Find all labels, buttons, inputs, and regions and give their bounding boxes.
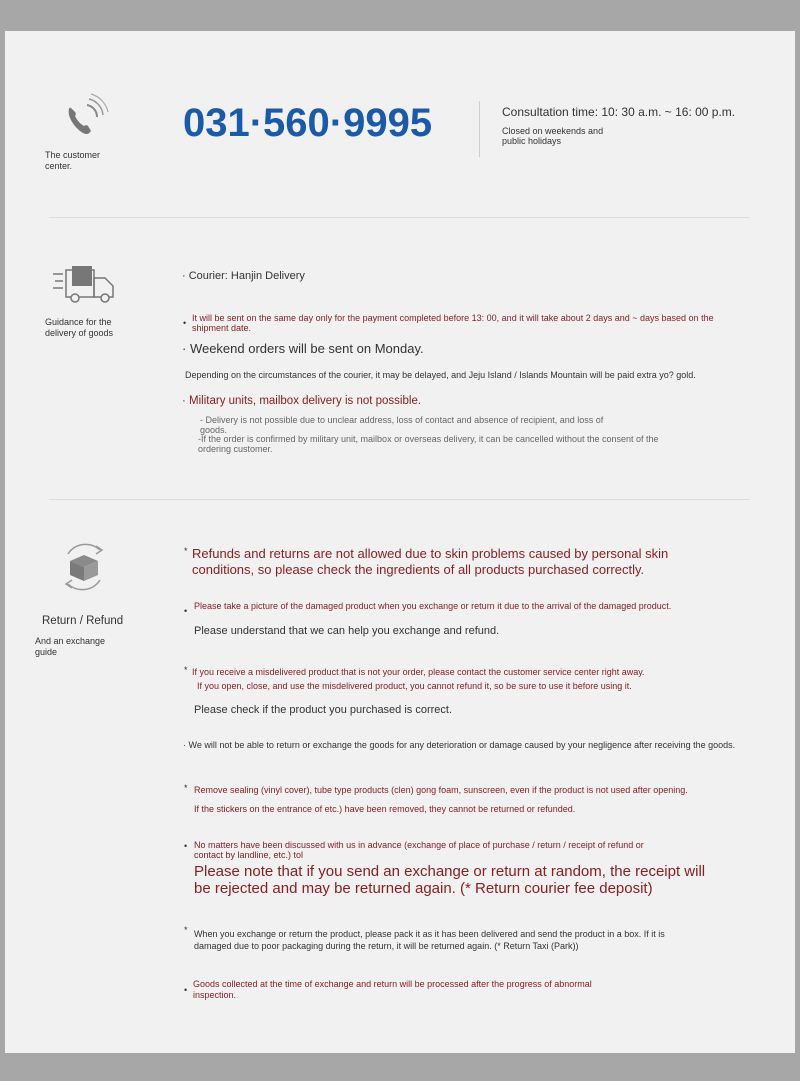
bullet: • [183, 318, 187, 328]
star-mark: * [184, 783, 188, 793]
bullet: • [184, 985, 188, 995]
section-divider [49, 499, 750, 500]
return-item-8: Goods collected at the time of exchange and return will be processed after the progress of abnormal inspection. [193, 979, 592, 1000]
return-label: Return / Refund [42, 615, 124, 627]
phone-icon [61, 93, 111, 141]
info-page [5, 31, 795, 1053]
return-item-5b: If the stickers on the entrance of etc.) have been removed, they cannot be returned or refunded. [194, 804, 576, 814]
divider [479, 101, 480, 157]
phone-number: 031·560·9995 [183, 101, 433, 145]
star-mark: * [184, 546, 188, 556]
consultation-time: Consultation time: 10: 30 a.m. ~ 16: 00 p.m. [502, 105, 736, 119]
return-item-3c: Please check if the product you purchased is correct. [194, 704, 453, 716]
closed-note: Closed on weekends and public holidays [502, 126, 604, 146]
return-item-2a: Please take a picture of the damaged product when you exchange or return it due to the arrival of the damaged product. [194, 601, 672, 611]
return-sublabel: And an exchange guide [35, 636, 106, 657]
courier-line: · Courier: Hanjin Delivery [182, 270, 305, 282]
return-item-6a: No matters have been discussed with us in advance (exchange of place of purchase / return / receipt of refund or contact by landline, etc.) tol [194, 840, 644, 860]
bullet: • [184, 606, 188, 616]
delivery-note-1: - Delivery is not possible due to unclear address, loss of contact and absence of recipient, and loss of goods. [200, 415, 604, 435]
delivery-label: Guidance for the delivery of goods [45, 317, 114, 338]
return-item-6b: Please note that if you send an exchange or return at random, the receipt will be rejected and may be returned again. (* Return courier fee deposit) [194, 863, 706, 897]
weekend-note: · Weekend orders will be sent on Monday. [182, 341, 424, 356]
return-item-3a: If you receive a misdelivered product that is not your order, please contact the customer service center right away. [192, 667, 645, 677]
same-day-note: It will be sent on the same day only for the payment completed before 13: 00, and it will take about 2 days and ~ days based on the shipment date. [192, 313, 714, 333]
return-item-5a: Remove sealing (vinyl cover), tube type products (clen) gong foam, sunscreen, even if the product is not used after opening. [194, 785, 688, 795]
return-item-3b: If you open, close, and use the misdelivered product, you cannot refund it, so be sure to use it before using it. [197, 681, 632, 691]
bullet: • [184, 841, 188, 851]
return-item-4: · We will not be able to return or exchange the goods for any deterioration or damage caused by your negligence after receiving the goods. [183, 740, 736, 750]
return-item-2b: Please understand that we can help you exchange and refund. [194, 625, 500, 637]
return-item-7: When you exchange or return the product, please pack it as it has been delivered and send the product in a box. If it is damaged due to poor packaging during the return, it will be returned again. (* Return Taxi (Park)) [194, 929, 665, 951]
return-item-1: Refunds and returns are not allowed due to skin problems caused by personal skin conditions, so please check the ingredients of all products purchased correctly. [192, 546, 669, 577]
return-box-icon [58, 542, 110, 592]
delivery-note-2: -If the order is confirmed by military unit, mailbox or overseas delivery, it can be cancelled without the consent of the ordering customer. [198, 434, 659, 454]
star-mark: * [184, 925, 188, 935]
military-note: · Military units, mailbox delivery is not possible. [182, 395, 422, 407]
truck-icon [51, 264, 117, 304]
customer-center-label: The customer center. [45, 150, 101, 171]
section-divider [49, 217, 750, 218]
circumstances-note: Depending on the circumstances of the courier, it may be delayed, and Jeju Island / Islands Mountain will be paid extra yo? gold. [185, 370, 696, 380]
star-mark: * [184, 665, 188, 675]
